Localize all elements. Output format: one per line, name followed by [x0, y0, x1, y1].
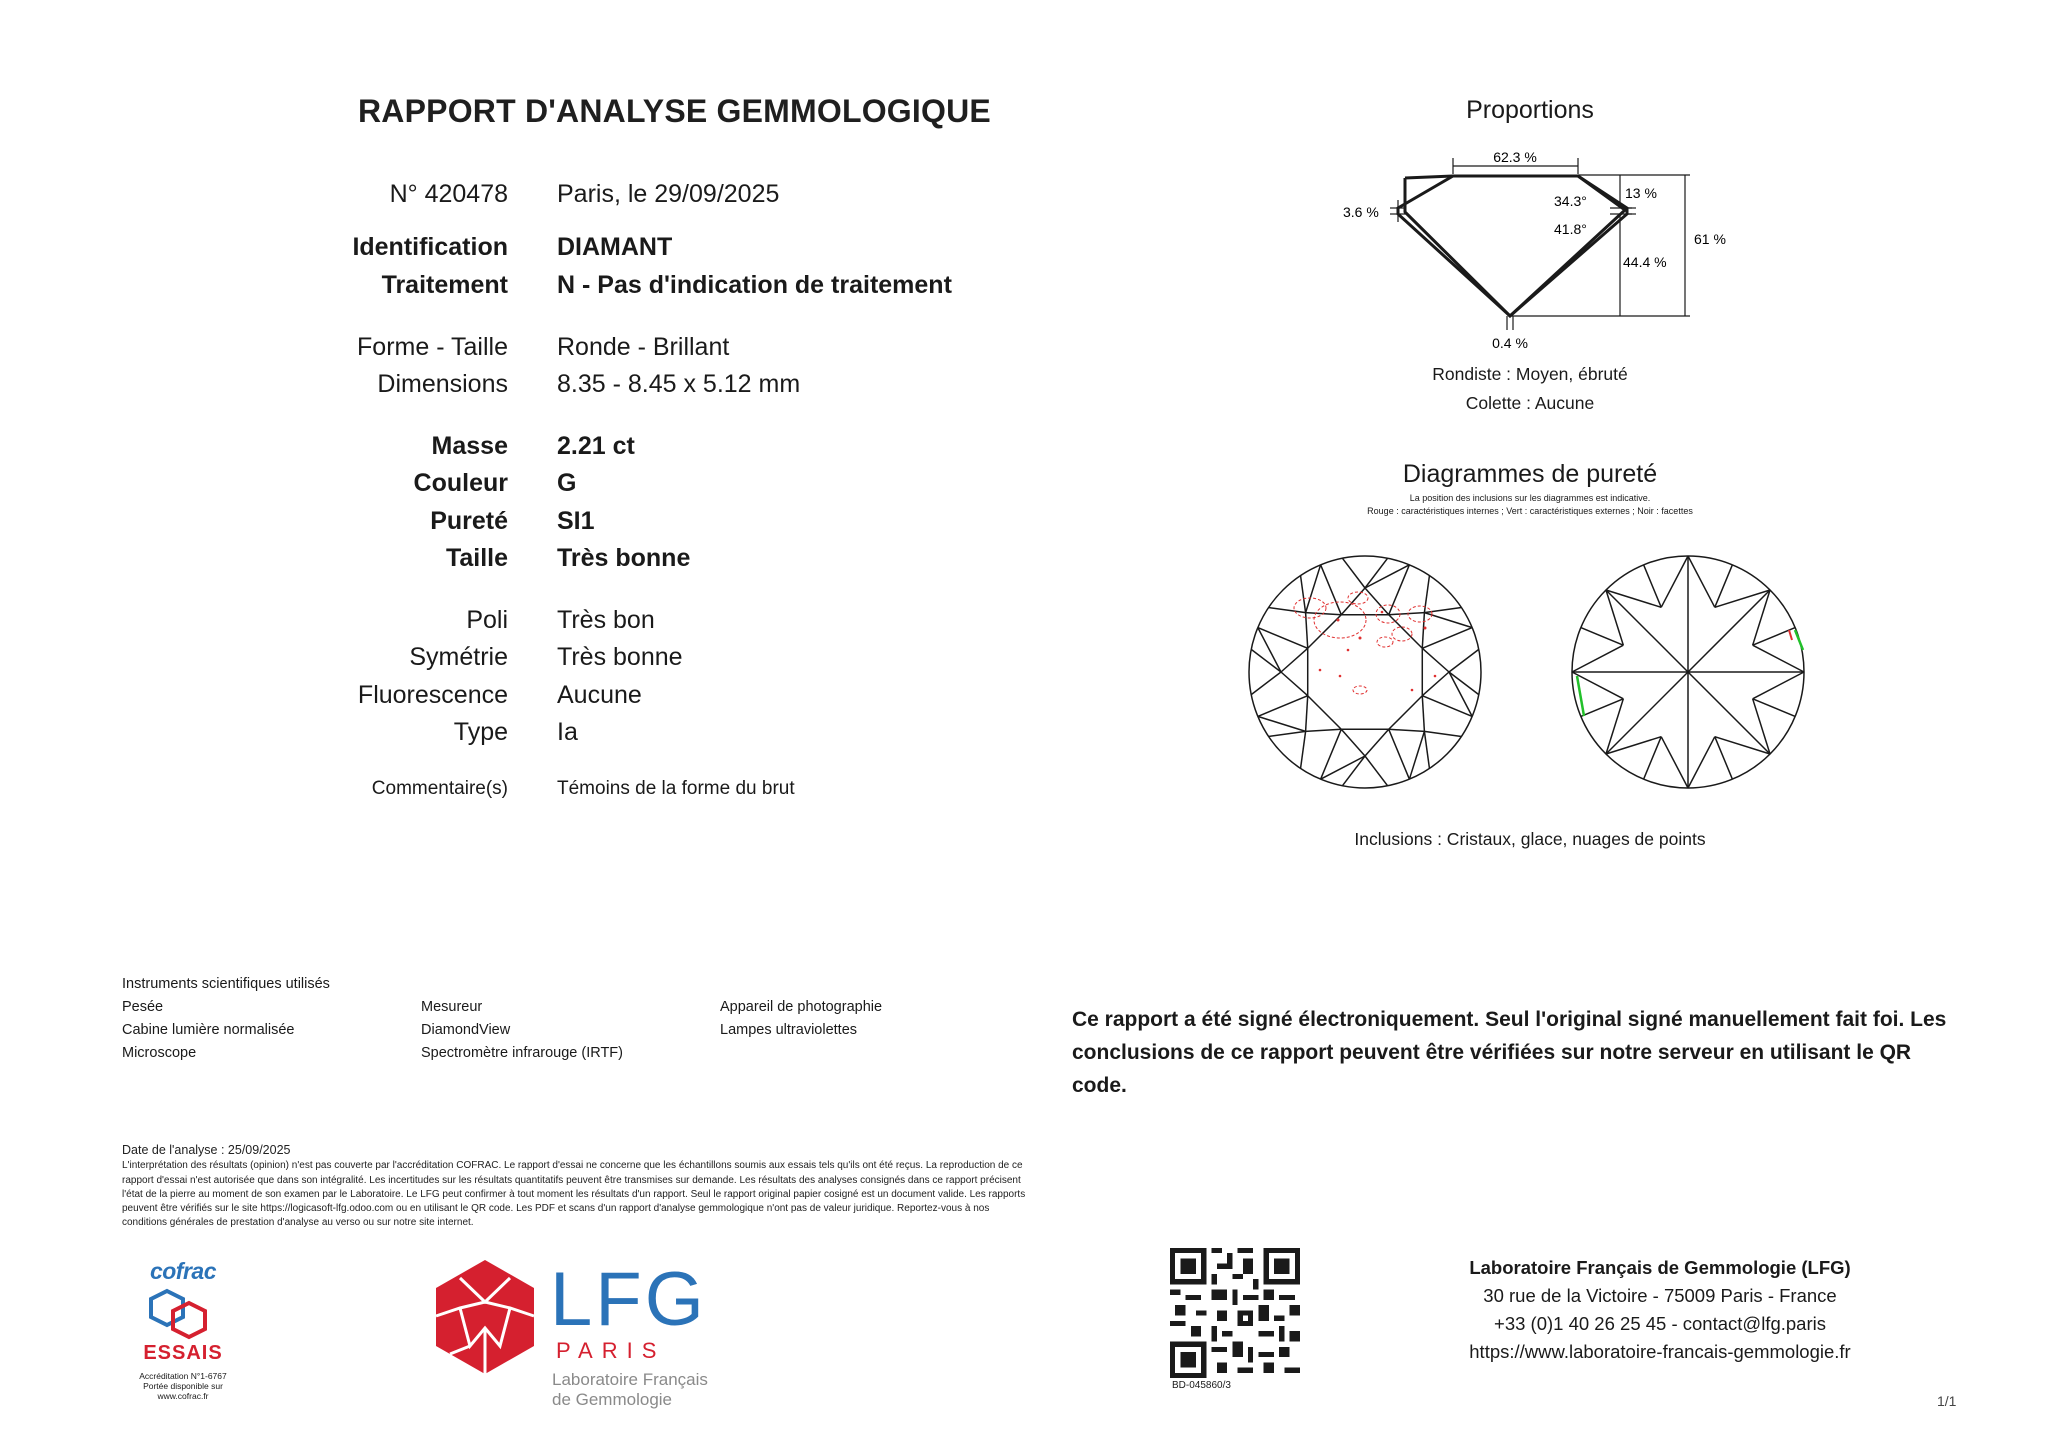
crown-upper-girdle [1306, 565, 1321, 613]
instruments-title: Instruments scientifiques utilisés [122, 976, 330, 992]
instrument-item: Appareil de photographie [720, 999, 883, 1015]
lfg-logo [430, 1258, 750, 1428]
table-pct: 62.3 % [1493, 149, 1537, 165]
pavilion-lower-girdle [1661, 556, 1688, 607]
crown-girdle-facet [1449, 672, 1479, 695]
cofrac-logo [128, 1258, 238, 1401]
culet-pct: 0.4 % [1492, 335, 1528, 351]
pavilion-lower-girdle [1688, 737, 1715, 788]
analysis-date: Date de l'analyse : 25/09/2025 [122, 1143, 291, 1157]
crown-table-edge [1389, 696, 1423, 730]
report-number: N° 420478 [389, 180, 508, 208]
field-label-purete: Pureté [430, 507, 508, 535]
instrument-item: Mesureur [421, 999, 483, 1015]
field-value-poli: Très bon [557, 606, 655, 634]
crown-bezel-facet [1422, 696, 1472, 717]
crown-girdle-facet [1424, 608, 1461, 613]
field-value-forme: Ronde - Brillant [557, 333, 730, 361]
crown-upper-girdle [1365, 565, 1409, 588]
crown-star-facet [1281, 648, 1308, 672]
crown-upper-girdle [1409, 731, 1424, 779]
cofrac-site: www.cofrac.fr [157, 1391, 209, 1401]
crown-bezel-facet [1389, 565, 1410, 615]
crown-girdle-facet [1301, 576, 1306, 613]
lab-contact: +33 (0)1 40 26 25 45 - contact@lfg.paris [1494, 1313, 1826, 1334]
internal-feature-pavilion [1789, 630, 1792, 640]
clarity-note-2: Rouge : caractéristiques internes ; Vert : caractéristiques externes ; Noir : facettes [1367, 506, 1693, 516]
field-value-identification: DIAMANT [557, 233, 673, 261]
clarity-diagrams [1240, 550, 1820, 800]
crown-girdle-facet [1424, 731, 1461, 736]
instrument-item: DiamondView [421, 1022, 511, 1038]
crown-bezel-facet [1422, 628, 1472, 649]
cofrac-accreditation: Accréditation N°1-6767 [139, 1371, 227, 1381]
crown-girdle-facet [1269, 731, 1306, 736]
crown-star-facet [1422, 696, 1424, 732]
crown-girdle-facet [1365, 756, 1388, 786]
field-value-commentaires: Témoins de la forme du brut [557, 778, 795, 799]
pavilion-lower-girdle [1715, 565, 1733, 608]
field-value-type: Ia [557, 718, 578, 746]
pavilion-lower-girdle [1644, 737, 1662, 780]
crown-star-facet [1365, 729, 1389, 756]
crown-star-facet [1389, 729, 1425, 731]
lab-address: 30 rue de la Victoire - 75009 Paris - France [1483, 1285, 1837, 1306]
crown-bezel-facet [1321, 565, 1342, 615]
signature-note: Ce rapport a été signé électroniquement. Seul l'original signé manuellement fait foi. Les conclusions de ce rapport peuvent être vérifiées sur notre serveur en utilisant le QR code. [1072, 1008, 1947, 1097]
total-depth-pct: 61 % [1694, 231, 1726, 247]
report-date: Paris, le 29/09/2025 [557, 180, 780, 208]
crown-upper-girdle [1449, 672, 1472, 716]
pavilion-depth-pct: 44.4 % [1623, 254, 1667, 270]
crown-bezel-facet [1258, 628, 1308, 649]
lfg-gem-icon [430, 1258, 540, 1376]
lfg-line-1: Laboratoire Français [552, 1370, 708, 1389]
clarity-title: Diagrammes de pureté [1402, 460, 1658, 488]
crown-star-facet [1306, 696, 1308, 732]
crown-star-facet [1306, 729, 1342, 731]
lfg-name: LFG [550, 1257, 707, 1342]
crown-girdle-facet [1251, 672, 1281, 695]
field-value-traitement: N - Pas d'indication de traitement [557, 271, 952, 299]
clarity-note-1: La position des inclusions sur les diagrammes est indicative. [1409, 493, 1651, 503]
crown-girdle-facet [1342, 558, 1365, 588]
crown-table-edge [1308, 696, 1342, 730]
rondiste-text: Rondiste : Moyen, ébruté [1432, 364, 1628, 384]
pavilion-lower-girdle [1753, 699, 1796, 717]
crown-star-facet [1389, 613, 1425, 615]
field-value-fluorescence: Aucune [557, 681, 642, 709]
field-label-couleur: Couleur [413, 469, 508, 497]
crown-diagram [1249, 556, 1481, 788]
field-label-fluorescence: Fluorescence [357, 681, 508, 709]
pavilion-lower-girdle [1753, 645, 1804, 672]
field-label-masse: Masse [431, 432, 508, 460]
field-value-masse: 2.21 ct [557, 432, 635, 460]
proportions-diagram [1320, 140, 1740, 360]
crown-girdle-facet [1424, 731, 1429, 768]
crown-bezel-facet [1258, 696, 1308, 717]
field-label-commentaires: Commentaire(s) [371, 778, 508, 799]
field-label-dimensions: Dimensions [377, 370, 508, 398]
pavilion-lower-girdle [1644, 565, 1662, 608]
lab-name: Laboratoire Français de Gemmologie (LFG) [1469, 1257, 1851, 1278]
pavilion-lower-girdle [1661, 737, 1688, 788]
qr-code[interactable] [1170, 1248, 1300, 1378]
crown-angle: 34.3° [1554, 193, 1587, 209]
crown-star-facet [1306, 613, 1308, 649]
cofrac-scope: Portée disponible sur [143, 1381, 223, 1391]
instrument-item: Cabine lumière normalisée [122, 1022, 295, 1038]
pavilion-angle: 41.8° [1554, 221, 1587, 237]
crown-star-facet [1422, 613, 1424, 649]
crown-girdle-facet [1365, 558, 1388, 588]
crown-girdle-facet [1251, 649, 1281, 672]
instrument-item: Lampes ultraviolettes [720, 1022, 858, 1038]
field-label-forme: Forme - Taille [357, 333, 508, 361]
lfg-city: PARIS [556, 1338, 666, 1363]
inclusions-text: Inclusions : Cristaux, glace, nuages de points [1354, 829, 1706, 849]
pavilion-lower-girdle [1572, 645, 1623, 672]
crown-star-facet [1341, 729, 1365, 756]
girdle-pct: 3.6 % [1343, 204, 1379, 220]
cofrac-essais-text: ESSAIS [143, 1342, 223, 1364]
page-number: 1/1 [1937, 1393, 1957, 1409]
qr-code-label: BD-045860/3 [1172, 1380, 1231, 1391]
crown-table-edge [1308, 615, 1342, 649]
crown-bezel-facet [1321, 729, 1342, 779]
pavilion-lower-girdle [1753, 672, 1804, 699]
crown-upper-girdle [1258, 716, 1306, 731]
crown-bezel-facet [1389, 729, 1410, 779]
cofrac-logo-text: cofrac [149, 1258, 217, 1284]
instrument-item: Pesée [122, 999, 164, 1015]
lfg-line-2: de Gemmologie [552, 1390, 673, 1409]
legal-text: L'interprétation des résultats (opinion) n'est pas couverte par l'accréditation COFRAC. Le rapport d'essai ne concerne que les échantillons soumis aux essais tels qu'ils ont été reçus. La reproduction de ce rapport d'essai n'est autorisée que dans son intégralité. Les incertitudes sur les résultats quantitatifs peuvent être transmises sur demande. Les résultats des analyses consignés dans ce rapport précisent l'état de la pierre au moment de son examen par le Laboratoire. Le LFG peut confirmer à tout moment les résultats d'un rapport. Seul le rapport original papier cosigné est un document valide. Les rapports peuvent être vérifiés sur le site https://logicasoft-lfg.odoo.com ou en utilisant le QR code. Les PDF et scans d'un rapport d'analyse gemmologique n'ont pas de valeur juridique. Reportez-vous à nos conditions générales de prestation d'analyse au verso ou sur notre site internet. [122, 1160, 1026, 1229]
field-value-taille: Très bonne [557, 544, 691, 572]
crown-girdle-facet [1301, 731, 1306, 768]
crown-girdle-facet [1342, 756, 1365, 786]
instrument-item: Microscope [122, 1045, 197, 1061]
field-label-symetrie: Symétrie [409, 643, 508, 671]
lab-website[interactable]: https://www.laboratoire-francais-gemmologie.fr [1469, 1341, 1851, 1362]
field-value-symetrie: Très bonne [557, 643, 683, 671]
crown-table-edge [1389, 615, 1423, 649]
field-value-dimensions: 8.35 - 8.45 x 5.12 mm [557, 370, 801, 398]
crown-upper-girdle [1321, 756, 1365, 779]
colette-text: Colette : Aucune [1465, 393, 1595, 413]
pavilion-diagram [1572, 556, 1804, 788]
crown-height-pct: 13 % [1625, 185, 1657, 201]
crown-star-facet [1422, 648, 1449, 672]
pavilion-lower-girdle [1688, 556, 1715, 607]
field-value-couleur: G [557, 469, 577, 497]
crown-girdle-facet [1449, 649, 1479, 672]
pavilion-lower-girdle [1581, 699, 1624, 717]
field-label-traitement: Traitement [381, 271, 508, 299]
pavilion-lower-girdle [1715, 737, 1733, 780]
field-label-identification: Identification [352, 233, 508, 261]
crown-star-facet [1281, 672, 1308, 696]
field-label-type: Type [453, 718, 508, 746]
inclusion-points [1319, 611, 1437, 692]
cofrac-hexagon-icon [143, 1285, 223, 1341]
crown-upper-girdle [1258, 628, 1281, 672]
field-label-taille: Taille [445, 544, 508, 572]
legal-block [122, 1143, 1032, 1231]
field-label-poli: Poli [466, 606, 508, 634]
proportions-title: Proportions [1466, 96, 1594, 124]
crown-girdle-facet [1269, 608, 1306, 613]
pavilion-lower-girdle [1581, 628, 1624, 646]
instrument-item: Spectromètre infrarouge (IRTF) [421, 1045, 623, 1061]
page-title: RAPPORT D'ANALYSE GEMMOLOGIQUE [358, 93, 991, 129]
field-value-purete: SI1 [557, 507, 595, 535]
internal-inclusions [1294, 592, 1432, 694]
